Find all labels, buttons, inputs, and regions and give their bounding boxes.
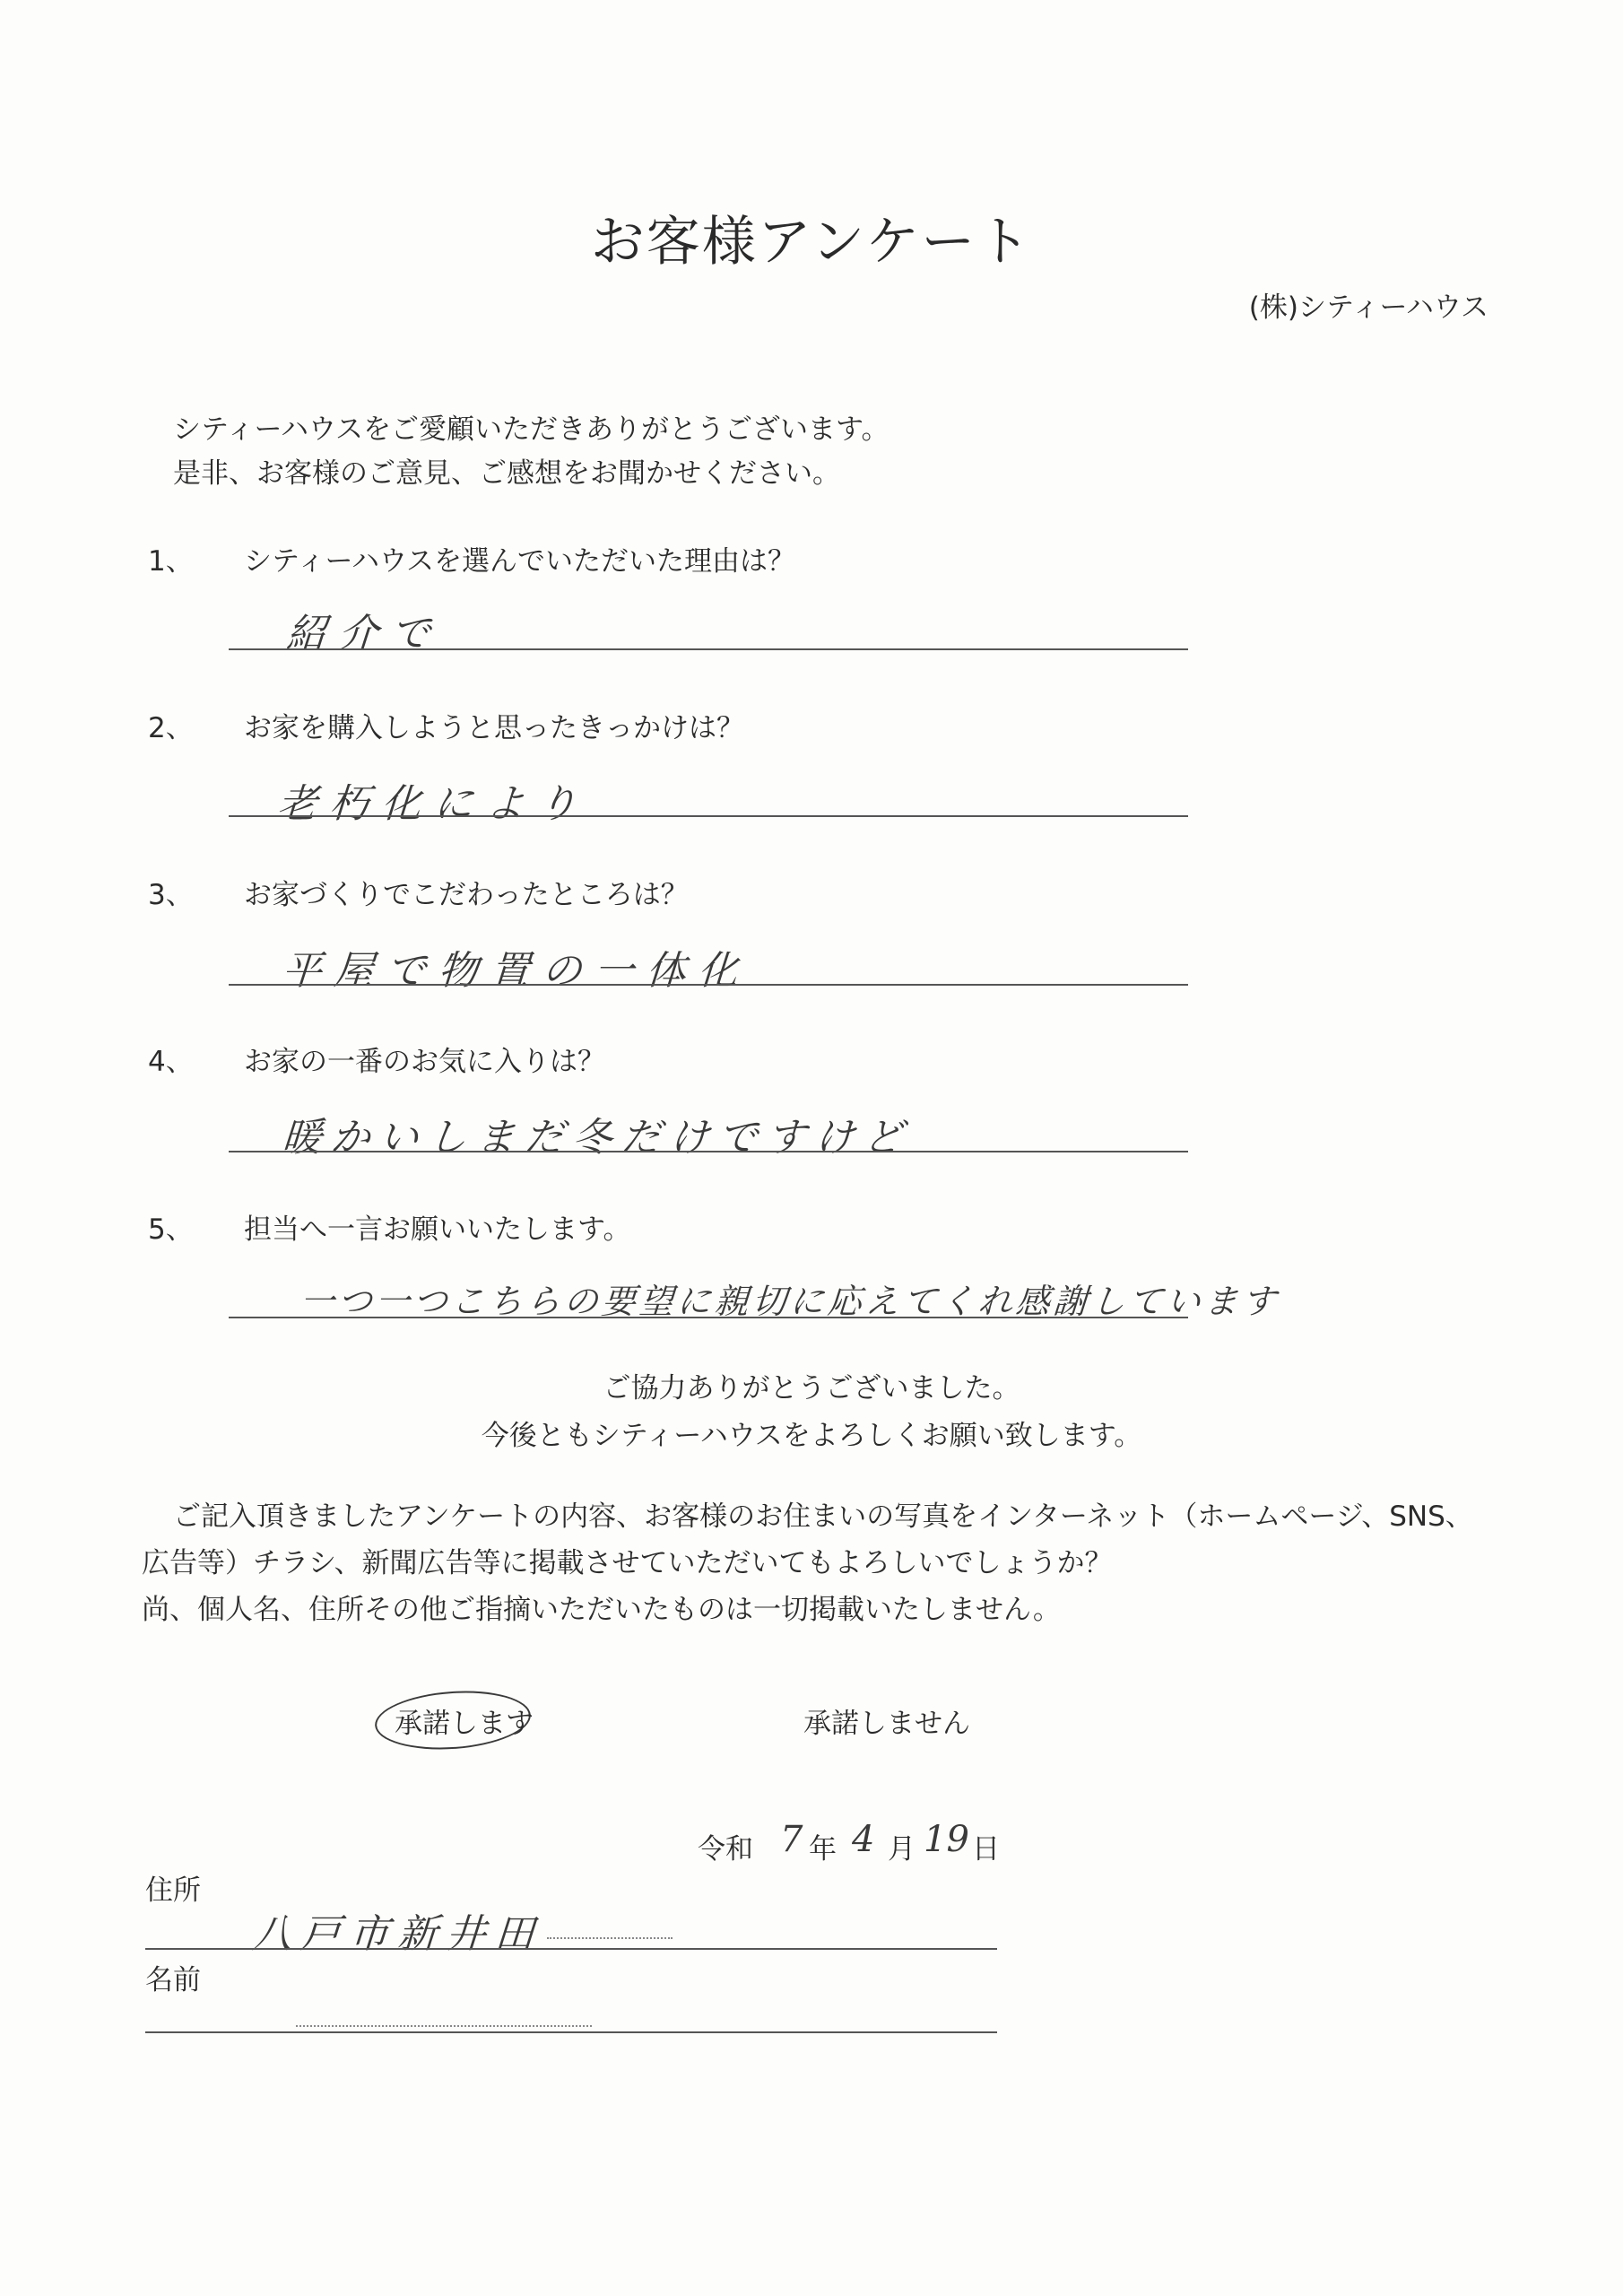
date-era: 令和 bbox=[698, 1833, 753, 1866]
question-number: 3、 bbox=[148, 879, 194, 911]
consent-agree-option[interactable]: 承諾します bbox=[395, 1708, 534, 1740]
intro-line-2: 是非、お客様のご意見、ご感想をお聞かせください。 bbox=[173, 457, 840, 490]
date-month-value: 4 bbox=[852, 1819, 875, 1860]
name-line bbox=[145, 2031, 997, 2033]
question-text: シティーハウスを選んでいただいた理由は？ bbox=[244, 545, 796, 578]
date-year-value: 7 bbox=[780, 1819, 803, 1860]
question-text: お家の一番のお気に入りは？ bbox=[244, 1046, 605, 1078]
address-value: 八戸市新井田 bbox=[250, 1911, 545, 1957]
handwritten-answer: 一つ一つこちらの要望に親切に応えてくれ感謝しています bbox=[299, 1282, 1281, 1321]
address-redacted bbox=[547, 1937, 673, 1939]
consent-disagree-option[interactable]: 承諾しません bbox=[803, 1708, 970, 1740]
notice-line-2: 広告等）チラシ、新聞広告等に掲載させていただいてもよろしいでしょうか？ bbox=[142, 1547, 1113, 1579]
thanks-line-1: ご協力ありがとうございました。 bbox=[603, 1372, 1020, 1405]
notice-line-1: ご記入頂きましたアンケートの内容、お客様のお住まいの写真をインターネット（ホームページ、SNS、 bbox=[173, 1500, 1473, 1533]
answer-line bbox=[229, 1317, 1188, 1318]
name-redacted bbox=[296, 2025, 592, 2027]
question-text: 担当へ一言お願いいたします。 bbox=[244, 1213, 631, 1246]
answer-line bbox=[229, 1151, 1188, 1152]
answer-line bbox=[229, 648, 1188, 650]
question-number: 5、 bbox=[148, 1213, 194, 1246]
question-number: 2、 bbox=[148, 712, 194, 744]
handwritten-answer: 老朽化により bbox=[275, 781, 592, 827]
handwritten-answer: 紹介で bbox=[284, 611, 445, 657]
date-month-label: 月 bbox=[888, 1833, 916, 1866]
question-number: 1、 bbox=[148, 545, 194, 578]
question-number: 4、 bbox=[148, 1046, 194, 1078]
date-day-value: 19 bbox=[924, 1819, 969, 1860]
notice-line-3: 尚、個人名、住所その他ご指摘いただいたものは一切掲載いたしません。 bbox=[142, 1594, 1061, 1626]
date-day-label: 日 bbox=[972, 1833, 1000, 1866]
date-year-label: 年 bbox=[809, 1833, 837, 1866]
question-text: お家を購入しようと思ったきっかけは？ bbox=[244, 712, 744, 744]
address-label: 住所 bbox=[145, 1874, 201, 1907]
page-title: お客様アンケート bbox=[590, 211, 1033, 274]
handwritten-answer: 暖かいしまだ冬だけですけど bbox=[280, 1115, 914, 1161]
answer-line bbox=[229, 815, 1188, 817]
question-text: お家づくりでこだわったところは？ bbox=[244, 879, 689, 911]
handwritten-answer: 平屋で物置の一体化 bbox=[280, 948, 752, 994]
answer-line bbox=[229, 984, 1188, 986]
name-label: 名前 bbox=[145, 1964, 201, 1996]
address-line bbox=[145, 1948, 997, 1950]
thanks-line-2: 今後ともシティーハウスをよろしくお願い致します。 bbox=[481, 1420, 1142, 1452]
intro-line-1: シティーハウスをご愛顧いただきありがとうございます。 bbox=[173, 413, 890, 446]
company-name: (株)シティーハウス bbox=[1248, 291, 1488, 324]
